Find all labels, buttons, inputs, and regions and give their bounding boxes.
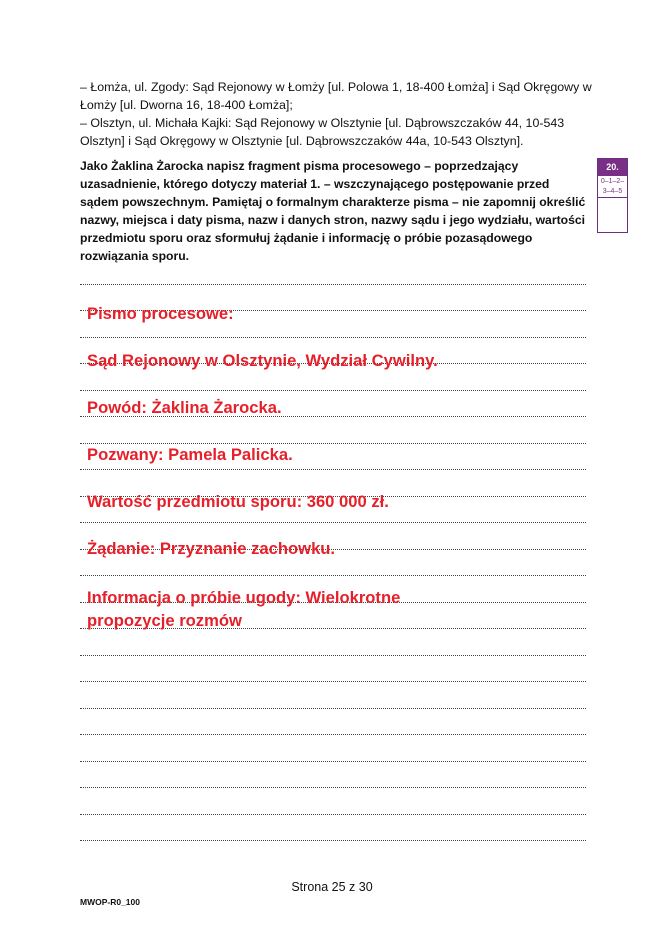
score-entry-field[interactable] [598, 198, 627, 232]
answer-court: Sąd Rejonowy w Olsztynie, Wydział Cywilny. [87, 351, 438, 370]
intro-line-olsztyn: – Olsztyn, ul. Michała Kajki: Sąd Rejonowy w Olsztynie [ul. Dąbrowszczaków 44, 10-543 Olsztyn] i Sąd Okręgowy w Olsztynie [ul. Dąbrowszczaków 44a, 10-543 Olsztyn]. [80, 116, 565, 148]
task-number: 20. [598, 159, 627, 176]
intro-line-lomza: – Łomża, ul. Zgody: Sąd Rejonowy w Łomży [ul. Polowa 1, 18-400 Łomża] i Sąd Okręgowy w Łomży [ul. Dworna 16, 18-400 Łomża]; [80, 80, 592, 112]
answer-settlement-info-line2: propozycje rozmów [87, 611, 242, 630]
writing-line [80, 522, 586, 523]
answer-claim: Żądanie: Przyznanie zachowku. [87, 539, 336, 558]
answer-dispute-value: Wartość przedmiotu sporu: 360 000 zł. [87, 492, 389, 511]
writing-line [80, 575, 586, 576]
answer-settlement-info-line1: Informacja o próbie ugody: Wielokrotne [87, 588, 401, 607]
task-instruction [80, 157, 590, 265]
writing-line [80, 814, 586, 815]
writing-line [80, 787, 586, 788]
answer-defendant: Pozwany: Pamela Palicka. [87, 445, 293, 464]
score-box [597, 158, 628, 233]
points-scale-line1: 0–1–2– [600, 178, 625, 185]
writing-line [80, 469, 586, 470]
answer-heading: Pismo procesowe: [87, 304, 234, 323]
task-text: Jako Żaklina Żarocka napisz fragment pisma procesowego – poprzedzający uzasadnienie, którego dotyczy materiał 1. – wszczynającego postępowanie przed sądem powszechnym. Pamiętaj o formalnym charakterze pisma – nie zapomnij określić nazwy, miejsca i daty pisma, nazw i danych stron, nazwy sądu i jego wydziału, wartości przedmiotu sporu oraz sformułuj żądanie i informację o próbie pozasądowego rozwiązania sporu. [80, 159, 586, 263]
page-number: Strona 25 z 30 [291, 880, 373, 894]
document-code: MWOP-R0_100 [80, 897, 140, 907]
writing-line [80, 681, 586, 682]
points-scale [598, 176, 627, 198]
writing-line [80, 337, 586, 338]
writing-line [80, 390, 586, 391]
points-scale-line2: 3–4–5 [602, 188, 623, 195]
intro-text [80, 78, 600, 150]
writing-line [80, 761, 586, 762]
writing-line [80, 284, 586, 285]
writing-line [80, 734, 586, 735]
writing-line [80, 708, 586, 709]
answer-plaintiff: Powód: Żaklina Żarocka. [87, 398, 282, 417]
writing-line [80, 840, 586, 841]
writing-line [80, 655, 586, 656]
